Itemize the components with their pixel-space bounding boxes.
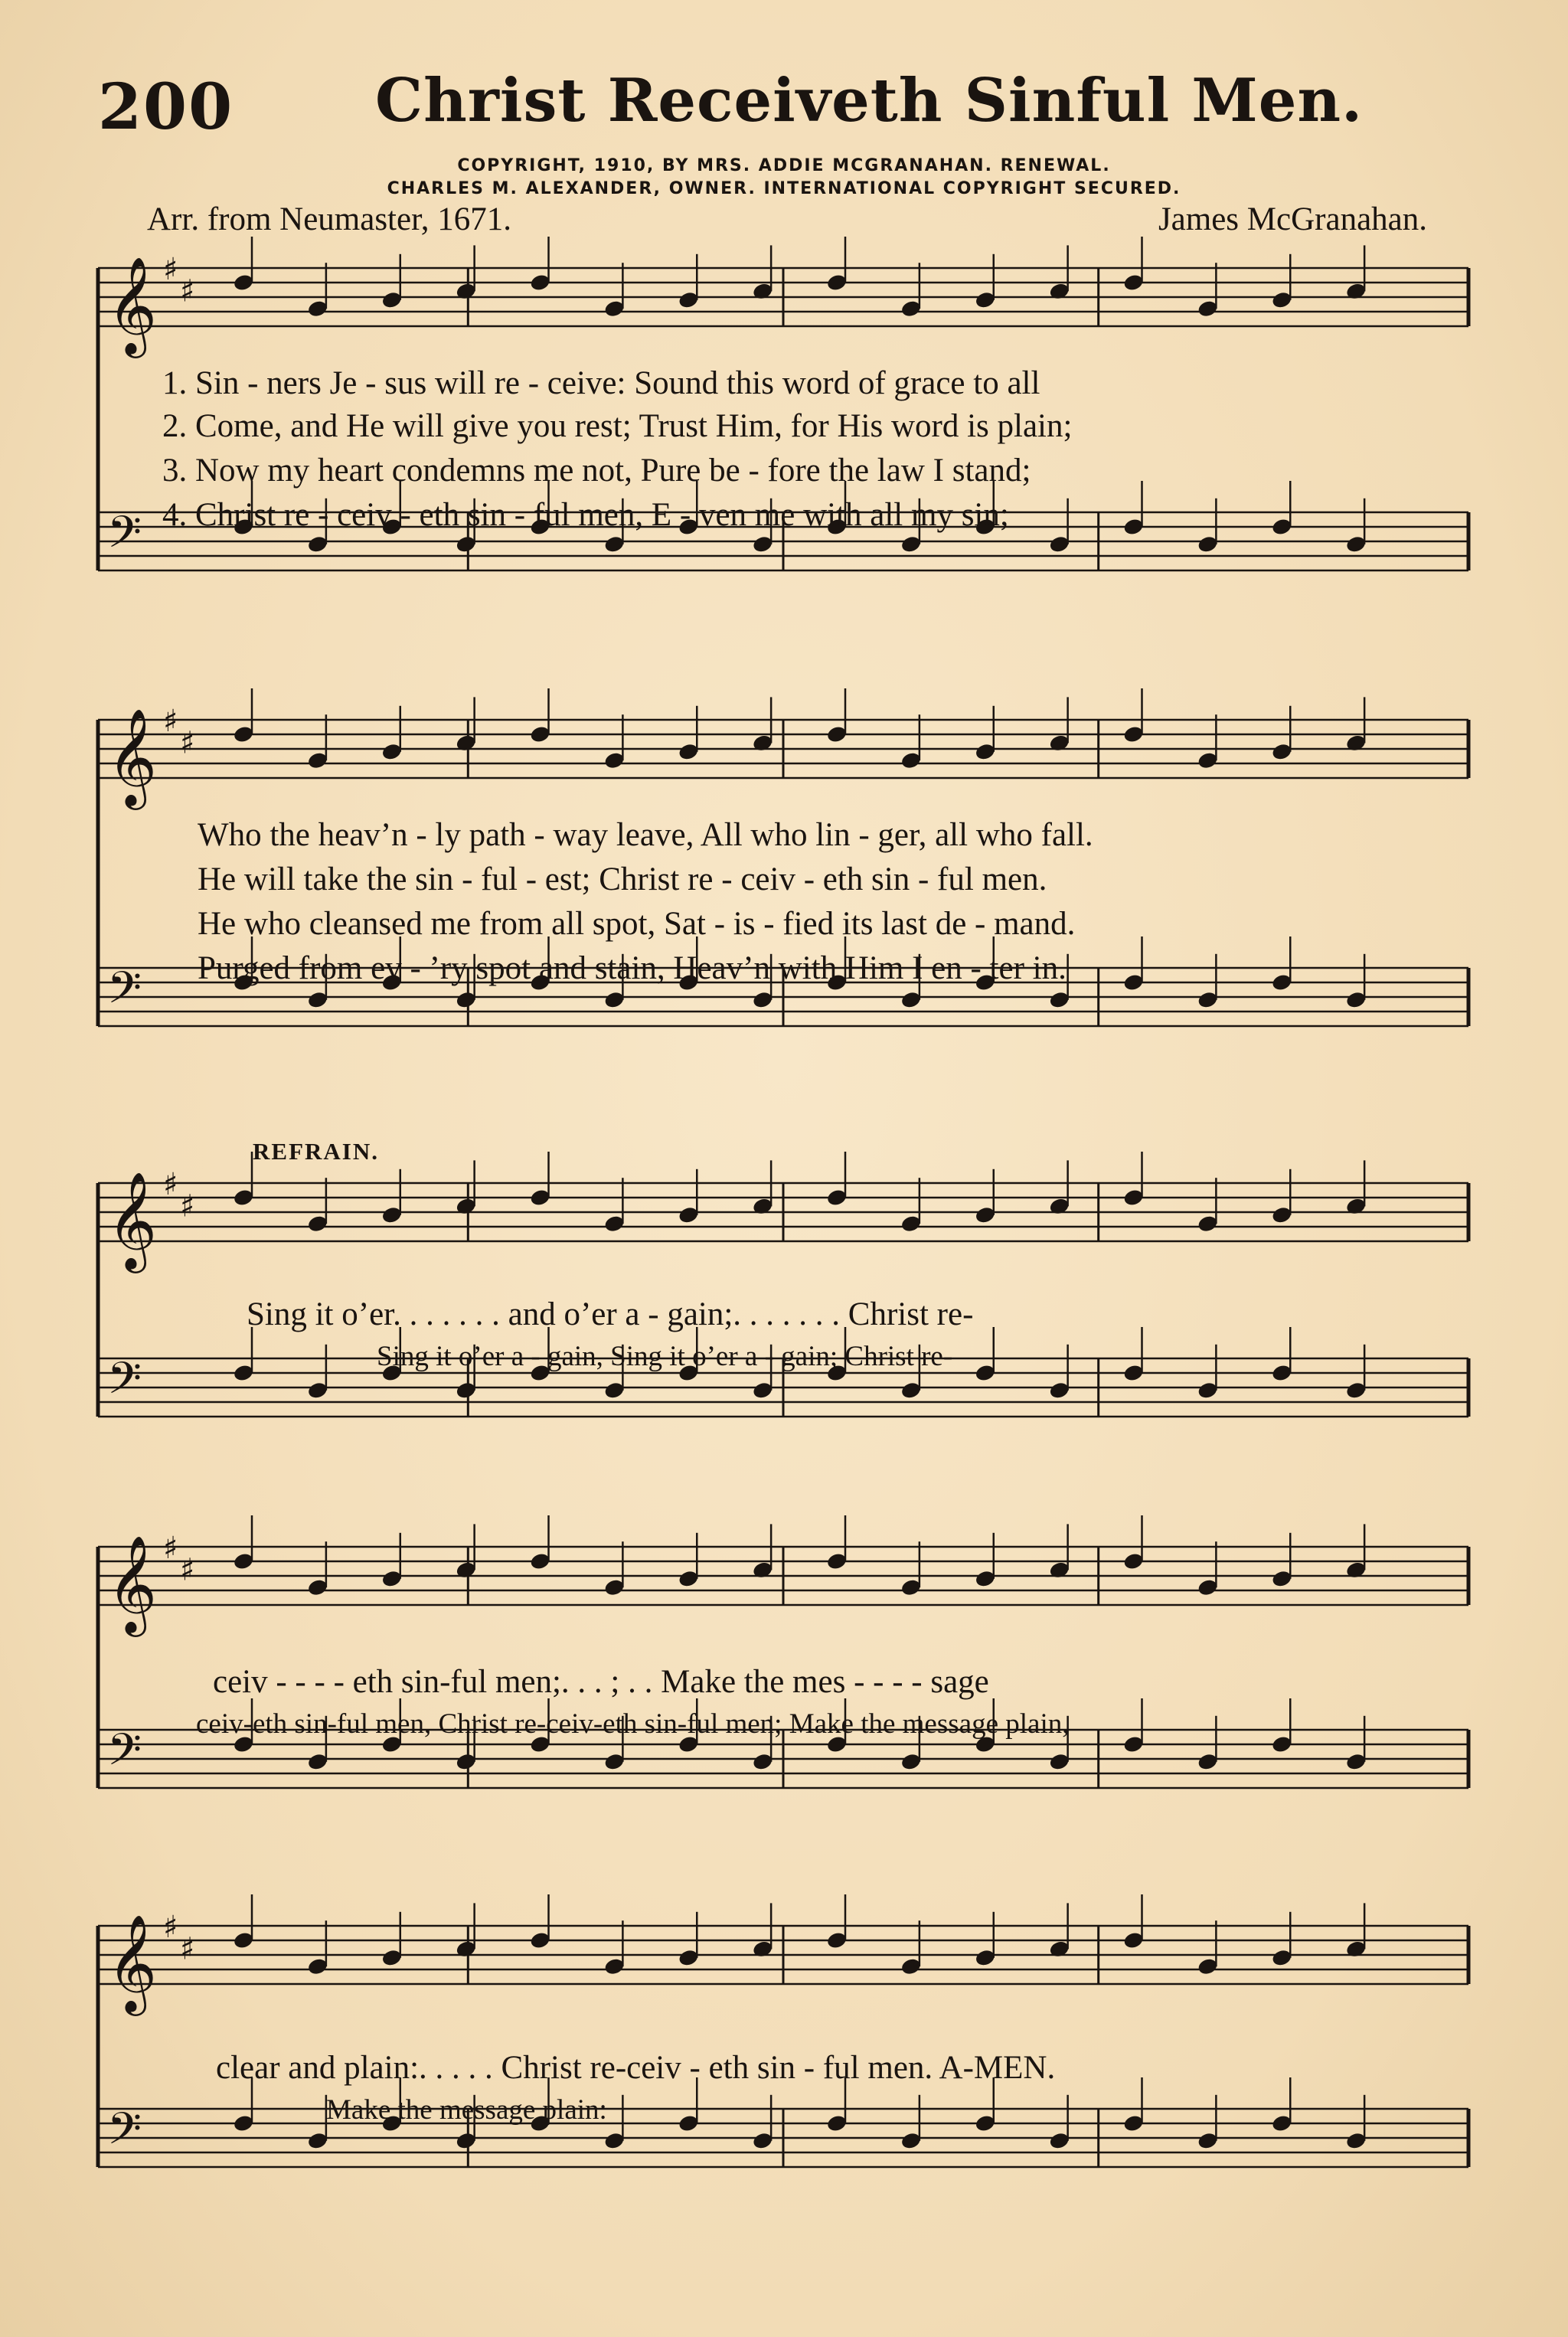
refrain-label: REFRAIN.	[253, 1138, 379, 1165]
svg-text:♯: ♯	[163, 252, 178, 288]
refrain-line-2-lower: ceiv-eth sin-ful men, Christ re-ceiv-eth sin-ful men; Make the message plain,	[196, 1708, 1070, 1740]
svg-text:𝄞: 𝄞	[107, 708, 158, 806]
svg-text:𝄞: 𝄞	[107, 256, 158, 354]
verse-1-line-b: Who the heav’n - ly path - way leave, All who lin - ger, all who fall.	[198, 817, 1093, 853]
verse-2-line-a: 2. Come, and He will give you rest; Trust Him, for His word is plain;	[162, 408, 1073, 444]
svg-text:𝄢: 𝄢	[107, 962, 142, 1025]
svg-text:♯: ♯	[180, 1931, 195, 1967]
svg-text:♯: ♯	[180, 1188, 195, 1224]
refrain-line-1-upper: Sing it o’er. . . . . . . and o’er a - gain;. . . . . . . Christ re-	[247, 1296, 974, 1332]
verse-3-line-b: He who cleansed me from all spot, Sat - is - fied its last de - mand.	[198, 906, 1076, 942]
svg-text:♯: ♯	[180, 1552, 195, 1588]
svg-text:♯: ♯	[163, 1910, 178, 1946]
svg-text:♯: ♯	[163, 1531, 178, 1567]
svg-text:𝄞: 𝄞	[107, 1171, 158, 1269]
svg-text:♯: ♯	[163, 1167, 178, 1203]
copyright-line-1: COPYRIGHT, 1910, BY MRS. ADDIE MCGRANAHAN. RENEWAL.	[457, 156, 1111, 175]
refrain-line-3-upper: clear and plain:. . . . . Christ re-ceiv - eth sin - ful men. A-MEN.	[216, 2050, 1056, 2086]
verse-1-line-a: 1. Sin - ners Je - sus will re - ceive: Sound this word of grace to all	[162, 365, 1040, 401]
note-heads	[107, 252, 1367, 2165]
verse-4-line-b: Purged from ev - ’ry spot and stain, Heav’n with Him I en - ter in.	[198, 950, 1067, 986]
refrain-line-2-upper: ceiv - - - - eth sin-ful men;. . . ; . . Make the mes - - - - sage	[213, 1664, 989, 1700]
svg-text:♯: ♯	[180, 273, 195, 309]
refrain-line-1-lower: Sing it o’er a - gain, Sing it o’er a - gain; Christ re-	[377, 1341, 953, 1372]
arranger-credit: Arr. from Neumaster, 1671.	[147, 201, 511, 237]
verse-3-line-a: 3. Now my heart condemns me not, Pure be - fore the law I stand;	[162, 453, 1031, 489]
composer-credit: James McGranahan.	[1158, 201, 1427, 237]
svg-text:♯: ♯	[180, 725, 195, 761]
hymn-number: 200	[98, 70, 234, 144]
verse-2-line-b: He will take the sin - ful - est; Christ re - ceiv - eth sin - ful men.	[198, 861, 1047, 897]
svg-text:𝄢: 𝄢	[107, 1352, 142, 1415]
svg-text:𝄞: 𝄞	[107, 1535, 158, 1633]
copyright-line-2: CHARLES M. ALEXANDER, OWNER. INTERNATIONAL COPYRIGHT SECURED.	[387, 179, 1181, 198]
verse-4-line-a: 4. Christ re - ceiv - eth sin - ful men, E - ven me with all my sin;	[162, 497, 1009, 533]
svg-text:♯: ♯	[163, 704, 178, 740]
hymn-title: Christ Receiveth Sinful Men.	[375, 66, 1364, 136]
svg-text:𝄢: 𝄢	[107, 1724, 142, 1786]
svg-text:𝄞: 𝄞	[107, 1914, 158, 2012]
svg-text:𝄢: 𝄢	[107, 2103, 142, 2165]
refrain-line-3-lower: Make the message plain:	[326, 2094, 607, 2126]
svg-text:𝄢: 𝄢	[107, 506, 142, 569]
